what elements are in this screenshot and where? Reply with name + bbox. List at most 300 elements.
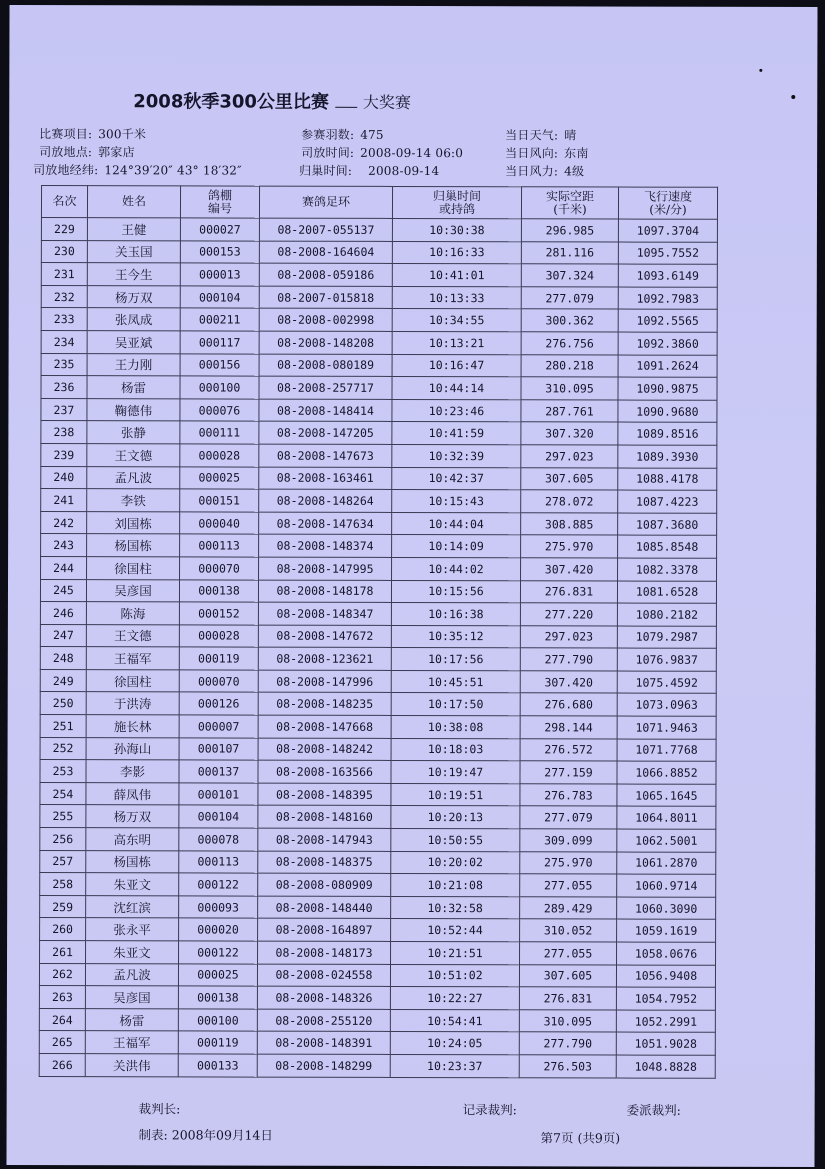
cell-rank: 229 bbox=[41, 218, 87, 241]
header-time-line1: 归巢时间 bbox=[432, 188, 482, 203]
table-row bbox=[40, 895, 716, 919]
cell-ring: 08-2008-147995 bbox=[259, 557, 392, 580]
cell-ring: 08-2008-163566 bbox=[258, 760, 391, 783]
cell-ring: 08-2008-148242 bbox=[258, 738, 391, 761]
cell-name: 吴彦国 bbox=[85, 986, 178, 1009]
cell-loft: 000025 bbox=[180, 466, 259, 489]
cell-distance: 276.572 bbox=[520, 738, 617, 761]
cell-loft: 000070 bbox=[179, 670, 258, 693]
cell-distance: 308.885 bbox=[521, 513, 618, 536]
cell-name: 王文德 bbox=[86, 624, 179, 647]
cell-loft: 000100 bbox=[180, 376, 259, 399]
cell-time: 10:18:03 bbox=[391, 738, 520, 761]
cell-speed: 1059.1619 bbox=[617, 919, 716, 942]
cell-speed: 1092.3860 bbox=[618, 332, 717, 355]
cell-loft: 000119 bbox=[179, 647, 258, 670]
cell-time: 10:32:58 bbox=[391, 896, 520, 919]
cell-speed: 1062.5001 bbox=[617, 829, 716, 852]
cell-name: 杨雷 bbox=[87, 376, 180, 399]
table-row bbox=[40, 918, 716, 942]
header-speed-line1: 飞行速度 bbox=[643, 189, 693, 204]
cell-time: 10:20:02 bbox=[391, 851, 520, 874]
cell-name: 孙海山 bbox=[86, 737, 179, 760]
cell-time: 10:19:51 bbox=[391, 783, 520, 806]
cell-time: 10:24:05 bbox=[390, 1032, 519, 1055]
return-time-value: 2008-09-14 bbox=[368, 163, 440, 179]
race-item-label: 比赛项目: bbox=[39, 127, 93, 142]
cell-loft: 000013 bbox=[180, 263, 259, 286]
cell-loft: 000152 bbox=[179, 602, 258, 625]
cell-time: 10:41:01 bbox=[392, 264, 521, 287]
cell-distance: 307.420 bbox=[520, 671, 617, 694]
cell-loft: 000153 bbox=[180, 240, 259, 263]
cell-distance: 300.362 bbox=[521, 309, 618, 332]
cell-loft: 000113 bbox=[180, 534, 259, 557]
cell-distance: 307.420 bbox=[521, 558, 618, 581]
cell-distance: 275.970 bbox=[520, 851, 617, 874]
cell-distance: 281.116 bbox=[521, 241, 618, 264]
header-loft-line1: 鸽棚 bbox=[207, 187, 233, 203]
weather-label: 当日天气: bbox=[505, 128, 559, 143]
cell-speed: 1052.2991 bbox=[616, 1010, 715, 1033]
title-blank-line bbox=[335, 93, 357, 108]
cell-loft: 000122 bbox=[179, 873, 258, 896]
table-row bbox=[40, 715, 716, 739]
cell-time: 10:23:46 bbox=[392, 399, 521, 422]
cell-speed: 1071.7768 bbox=[617, 739, 716, 762]
cell-rank: 239 bbox=[41, 443, 87, 466]
cell-loft: 000028 bbox=[180, 444, 259, 467]
cell-distance: 307.605 bbox=[521, 467, 618, 490]
cell-speed: 1056.9408 bbox=[616, 965, 715, 988]
cell-time: 10:44:02 bbox=[392, 557, 521, 580]
cell-rank: 262 bbox=[39, 963, 85, 986]
header-time-line2: 或持鸽 bbox=[438, 201, 476, 216]
table-row bbox=[40, 941, 716, 965]
cell-loft: 000076 bbox=[180, 399, 259, 422]
cell-speed: 1075.4592 bbox=[617, 671, 716, 694]
cell-rank: 265 bbox=[39, 1031, 85, 1054]
table-row bbox=[41, 353, 717, 377]
cell-distance: 276.680 bbox=[520, 693, 617, 716]
cell-distance: 297.023 bbox=[521, 445, 618, 468]
cell-distance: 277.055 bbox=[520, 942, 617, 965]
cell-loft: 000025 bbox=[178, 963, 257, 986]
ink-spot bbox=[791, 95, 795, 99]
cell-distance: 276.503 bbox=[519, 1055, 616, 1078]
cell-speed: 1087.3680 bbox=[618, 513, 717, 536]
cell-speed: 1060.3090 bbox=[617, 897, 716, 920]
made-by: 制表: 2008年09月14日 bbox=[138, 1127, 273, 1143]
cell-rank: 243 bbox=[41, 534, 87, 557]
cell-ring: 08-2008-080189 bbox=[259, 354, 392, 377]
cell-name: 王今生 bbox=[87, 263, 180, 286]
cell-name: 张永平 bbox=[86, 918, 179, 941]
cell-time: 10:22:27 bbox=[390, 987, 519, 1010]
cell-time: 10:32:39 bbox=[392, 444, 521, 467]
cell-time: 10:30:38 bbox=[392, 218, 521, 241]
cell-rank: 230 bbox=[41, 240, 87, 263]
cell-name: 杨国栋 bbox=[86, 850, 179, 873]
cell-rank: 248 bbox=[40, 647, 86, 670]
cell-loft: 000113 bbox=[179, 851, 258, 874]
cell-time: 10:41:59 bbox=[392, 422, 521, 445]
table-row bbox=[41, 218, 717, 242]
cell-name: 施长林 bbox=[86, 715, 179, 738]
cell-time: 10:50:55 bbox=[391, 828, 520, 851]
cell-speed: 1081.6528 bbox=[617, 581, 716, 604]
cell-rank: 245 bbox=[40, 579, 86, 602]
cell-loft: 000119 bbox=[178, 1031, 257, 1054]
cell-distance: 277.055 bbox=[520, 874, 617, 897]
cell-speed: 1076.9837 bbox=[617, 648, 716, 671]
chief-judge: 裁判长: bbox=[138, 1101, 181, 1117]
cell-name: 于洪涛 bbox=[86, 692, 179, 715]
cell-ring: 08-2008-059186 bbox=[259, 263, 392, 286]
cell-ring: 08-2008-147996 bbox=[258, 670, 391, 693]
table-row bbox=[39, 986, 715, 1010]
cell-ring: 08-2008-148374 bbox=[259, 534, 392, 557]
cell-loft: 000107 bbox=[179, 738, 258, 761]
cell-ring: 08-2008-147634 bbox=[259, 512, 392, 535]
cell-speed: 1080.2182 bbox=[617, 603, 716, 626]
cell-distance: 276.831 bbox=[520, 580, 617, 603]
cell-loft: 000104 bbox=[180, 286, 259, 309]
cell-loft: 000156 bbox=[180, 353, 259, 376]
cell-time: 10:21:51 bbox=[391, 941, 520, 964]
cell-ring: 08-2007-055137 bbox=[259, 218, 392, 241]
cell-time: 10:13:33 bbox=[392, 286, 521, 309]
cell-rank: 257 bbox=[40, 850, 86, 873]
cell-loft: 000028 bbox=[179, 625, 258, 648]
cell-rank: 264 bbox=[39, 1008, 85, 1031]
cell-distance: 297.023 bbox=[520, 625, 617, 648]
cell-distance: 277.079 bbox=[521, 287, 618, 310]
release-time-value: 2008-09-14 06:0 bbox=[360, 145, 464, 161]
coords-value: 124°39′20″ 43° 18′32″ bbox=[104, 163, 242, 178]
cell-name: 杨万双 bbox=[87, 285, 180, 308]
header-loft-line2: 编号 bbox=[207, 200, 233, 216]
wind-direction-value: 东南 bbox=[564, 146, 589, 161]
cell-ring: 08-2008-002998 bbox=[259, 308, 392, 331]
cell-ring: 08-2008-148235 bbox=[258, 693, 391, 716]
cell-loft: 000111 bbox=[180, 421, 259, 444]
cell-speed: 1061.2870 bbox=[617, 852, 716, 875]
cell-loft: 000211 bbox=[180, 308, 259, 331]
cell-time: 10:45:51 bbox=[391, 670, 520, 693]
cell-rank: 253 bbox=[40, 760, 86, 783]
cell-distance: 298.144 bbox=[520, 716, 617, 739]
cell-speed: 1090.9680 bbox=[618, 400, 717, 423]
cell-ring: 08-2008-148264 bbox=[259, 489, 392, 512]
table-row bbox=[41, 398, 717, 422]
table-row bbox=[41, 240, 717, 264]
cell-loft: 000100 bbox=[178, 1009, 257, 1032]
cell-rank: 256 bbox=[40, 828, 86, 851]
cell-time: 10:44:14 bbox=[392, 377, 521, 400]
header-name: 姓名 bbox=[87, 186, 180, 218]
cell-rank: 235 bbox=[41, 353, 87, 376]
cell-name: 张静 bbox=[87, 421, 180, 444]
race-item bbox=[39, 125, 146, 142]
wind-direction bbox=[505, 144, 588, 161]
cell-speed: 1089.3930 bbox=[618, 445, 717, 468]
cell-ring: 08-2008-147943 bbox=[258, 828, 391, 851]
appointed-judge: 委派裁判: bbox=[626, 1102, 681, 1118]
cell-distance: 310.095 bbox=[519, 1010, 616, 1033]
cell-rank: 260 bbox=[40, 918, 86, 941]
table-row bbox=[41, 263, 717, 287]
cell-ring: 08-2008-164897 bbox=[258, 919, 391, 942]
cell-speed: 1088.4178 bbox=[618, 468, 717, 491]
cell-ring: 08-2008-164604 bbox=[259, 241, 392, 264]
cell-distance: 277.079 bbox=[520, 806, 617, 829]
cell-ring: 08-2008-255120 bbox=[257, 1009, 390, 1032]
page-title bbox=[133, 87, 411, 114]
cell-loft: 000007 bbox=[179, 715, 258, 738]
cell-ring: 08-2008-147668 bbox=[258, 715, 391, 738]
cell-time: 10:20:13 bbox=[391, 806, 520, 829]
cell-rank: 255 bbox=[40, 805, 86, 828]
table-row bbox=[41, 330, 717, 354]
cell-rank: 238 bbox=[41, 421, 87, 444]
cell-rank: 237 bbox=[41, 398, 87, 421]
cell-speed: 1071.9463 bbox=[617, 716, 716, 739]
table-row bbox=[41, 534, 717, 558]
cell-time: 10:42:37 bbox=[392, 467, 521, 490]
cell-distance: 278.072 bbox=[521, 490, 618, 513]
cell-ring: 08-2008-148178 bbox=[258, 580, 391, 603]
cell-rank: 254 bbox=[40, 782, 86, 805]
cell-loft: 000117 bbox=[180, 331, 259, 354]
cell-name: 陈海 bbox=[86, 602, 179, 625]
cell-speed: 1082.3378 bbox=[618, 558, 717, 581]
title-main: 2008秋季300公里比赛 bbox=[133, 91, 329, 113]
cell-name: 关洪伟 bbox=[85, 1054, 178, 1077]
cell-loft: 000122 bbox=[179, 941, 258, 964]
cell-rank: 263 bbox=[39, 986, 85, 1009]
cell-name: 高东明 bbox=[86, 828, 179, 851]
cell-distance: 277.159 bbox=[520, 761, 617, 784]
race-item-value: 300千米 bbox=[98, 127, 147, 142]
cell-time: 10:21:08 bbox=[391, 874, 520, 897]
return-time bbox=[299, 162, 439, 179]
cell-name: 吴亚斌 bbox=[87, 331, 180, 354]
cell-ring: 08-2008-147672 bbox=[258, 625, 391, 648]
cell-ring: 08-2008-148299 bbox=[257, 1054, 390, 1077]
weather bbox=[505, 126, 576, 143]
cell-name: 张凤成 bbox=[87, 308, 180, 331]
cell-time: 10:35:12 bbox=[391, 625, 520, 648]
release-place-label: 司放地点: bbox=[39, 145, 93, 160]
entries-value: 475 bbox=[360, 127, 384, 142]
table-row bbox=[40, 873, 716, 897]
cell-speed: 1058.0676 bbox=[617, 942, 716, 965]
cell-name: 杨万双 bbox=[86, 805, 179, 828]
cell-speed: 1097.3704 bbox=[618, 219, 717, 242]
cell-loft: 000138 bbox=[178, 986, 257, 1009]
cell-time: 10:23:37 bbox=[390, 1054, 519, 1077]
title-suffix: 大奖赛 bbox=[362, 92, 411, 112]
cell-time: 10:51:02 bbox=[390, 964, 519, 987]
table-row bbox=[39, 1031, 715, 1055]
cell-distance: 296.985 bbox=[521, 219, 618, 242]
table-row bbox=[41, 489, 717, 513]
table-header-row bbox=[41, 186, 717, 220]
cell-ring: 08-2008-148326 bbox=[257, 986, 390, 1009]
cell-speed: 1087.4223 bbox=[618, 490, 717, 513]
cell-distance: 310.052 bbox=[520, 919, 617, 942]
cell-speed: 1089.8516 bbox=[618, 422, 717, 445]
cell-name: 朱亚文 bbox=[86, 873, 179, 896]
header-ring: 赛鸽足环 bbox=[259, 186, 392, 218]
wind-direction-label: 当日风向: bbox=[505, 146, 559, 161]
results-table bbox=[39, 185, 718, 1078]
cell-time: 10:15:56 bbox=[391, 580, 520, 603]
cell-time: 10:16:47 bbox=[392, 354, 521, 377]
header-time bbox=[392, 186, 521, 218]
document-page bbox=[6, 5, 817, 1167]
cell-distance: 276.756 bbox=[521, 332, 618, 355]
cell-name: 杨雷 bbox=[85, 1008, 178, 1031]
cell-speed: 1060.9714 bbox=[617, 874, 716, 897]
cell-loft: 000133 bbox=[178, 1054, 257, 1077]
cell-distance: 276.831 bbox=[519, 987, 616, 1010]
cell-distance: 275.970 bbox=[521, 535, 618, 558]
header-speed-line2: (米/分) bbox=[649, 202, 687, 217]
cell-rank: 231 bbox=[41, 263, 87, 286]
cell-time: 10:38:08 bbox=[391, 716, 520, 739]
cell-name: 王健 bbox=[87, 218, 180, 241]
cell-distance: 277.790 bbox=[519, 1032, 616, 1055]
cell-name: 王文德 bbox=[87, 444, 180, 467]
cell-distance: 289.429 bbox=[520, 897, 617, 920]
cell-distance: 310.095 bbox=[521, 377, 618, 400]
cell-name: 李铁 bbox=[87, 489, 180, 512]
cell-rank: 258 bbox=[40, 873, 86, 896]
cell-time: 10:44:04 bbox=[392, 512, 521, 535]
header-distance bbox=[521, 187, 618, 219]
cell-name: 李影 bbox=[86, 760, 179, 783]
table-row bbox=[40, 692, 716, 716]
wind-force-value: 4级 bbox=[564, 164, 585, 179]
table-row bbox=[41, 285, 717, 309]
cell-rank: 252 bbox=[40, 737, 86, 760]
cell-time: 10:16:33 bbox=[392, 241, 521, 264]
wind-force-label: 当日风力: bbox=[505, 164, 559, 179]
cell-rank: 261 bbox=[40, 941, 86, 964]
cell-distance: 309.099 bbox=[520, 829, 617, 852]
table-row bbox=[41, 308, 717, 332]
table-row bbox=[40, 579, 716, 603]
cell-loft: 000070 bbox=[180, 557, 259, 580]
cell-loft: 000137 bbox=[179, 760, 258, 783]
cell-rank: 233 bbox=[41, 308, 87, 331]
cell-rank: 241 bbox=[41, 489, 87, 512]
cell-loft: 000151 bbox=[180, 489, 259, 512]
table-row bbox=[39, 963, 715, 987]
cell-loft: 000040 bbox=[180, 512, 259, 535]
header-speed bbox=[618, 187, 717, 219]
cell-rank: 250 bbox=[40, 692, 86, 715]
cell-speed: 1054.7952 bbox=[616, 987, 715, 1010]
table-row bbox=[39, 1008, 715, 1032]
cell-rank: 234 bbox=[41, 330, 87, 353]
cell-ring: 08-2008-148414 bbox=[259, 399, 392, 422]
cell-ring: 08-2008-123621 bbox=[258, 647, 391, 670]
cell-rank: 240 bbox=[41, 466, 87, 489]
cell-speed: 1079.2987 bbox=[617, 626, 716, 649]
cell-time: 10:52:44 bbox=[391, 919, 520, 942]
release-place bbox=[39, 143, 135, 160]
table-row bbox=[40, 602, 716, 626]
release-coords bbox=[33, 161, 242, 179]
cell-ring: 08-2008-163461 bbox=[259, 467, 392, 490]
table-row bbox=[41, 466, 717, 490]
cell-name: 杨国栋 bbox=[87, 534, 180, 557]
cell-ring: 08-2008-024558 bbox=[257, 964, 390, 987]
cell-distance: 277.790 bbox=[520, 648, 617, 671]
cell-speed: 1064.8011 bbox=[617, 806, 716, 829]
cell-name: 薛凤伟 bbox=[86, 782, 179, 805]
cell-loft: 000078 bbox=[179, 828, 258, 851]
table-row bbox=[39, 1053, 715, 1077]
table-row bbox=[41, 443, 717, 467]
cell-time: 10:13:21 bbox=[392, 331, 521, 354]
cell-distance: 280.218 bbox=[521, 354, 618, 377]
release-time-label: 司放时间: bbox=[301, 145, 355, 160]
cell-distance: 307.320 bbox=[521, 422, 618, 445]
cell-speed: 1048.8828 bbox=[616, 1055, 715, 1078]
cell-loft: 000101 bbox=[179, 783, 258, 806]
page-number: 第7页 (共9页) bbox=[540, 1130, 621, 1146]
table-row bbox=[41, 556, 717, 580]
cell-speed: 1066.8852 bbox=[617, 761, 716, 784]
table-row bbox=[40, 850, 716, 874]
table-row bbox=[40, 828, 716, 852]
table-row bbox=[40, 669, 716, 693]
cell-speed: 1092.7983 bbox=[618, 287, 717, 310]
cell-ring: 08-2008-147673 bbox=[259, 444, 392, 467]
cell-ring: 08-2008-080909 bbox=[258, 873, 391, 896]
cell-speed: 1091.2624 bbox=[618, 355, 717, 378]
cell-name: 王力刚 bbox=[87, 353, 180, 376]
table-row bbox=[40, 782, 716, 806]
cell-rank: 249 bbox=[40, 669, 86, 692]
cell-speed: 1093.6149 bbox=[618, 264, 717, 287]
table-row bbox=[40, 760, 716, 784]
weather-value: 晴 bbox=[564, 128, 577, 143]
entries-count bbox=[301, 126, 384, 143]
cell-rank: 251 bbox=[40, 715, 86, 738]
cell-name: 朱亚文 bbox=[86, 941, 179, 964]
cell-ring: 08-2008-148347 bbox=[258, 602, 391, 625]
release-place-value: 郭家店 bbox=[98, 145, 135, 160]
cell-rank: 266 bbox=[39, 1053, 85, 1076]
cell-ring: 08-2008-148173 bbox=[258, 941, 391, 964]
cell-time: 10:54:41 bbox=[390, 1009, 519, 1032]
table-row bbox=[41, 376, 717, 400]
cell-ring: 08-2008-147205 bbox=[259, 421, 392, 444]
cell-name: 孟凡波 bbox=[85, 963, 178, 986]
cell-loft: 000093 bbox=[179, 896, 258, 919]
ink-spot bbox=[759, 69, 762, 72]
cell-rank: 247 bbox=[40, 624, 86, 647]
header-rank: 名次 bbox=[41, 186, 87, 218]
header-distance-line2: (千米) bbox=[553, 201, 587, 216]
table-row bbox=[40, 647, 716, 671]
header-distance-line1: 实际空距 bbox=[545, 188, 595, 203]
